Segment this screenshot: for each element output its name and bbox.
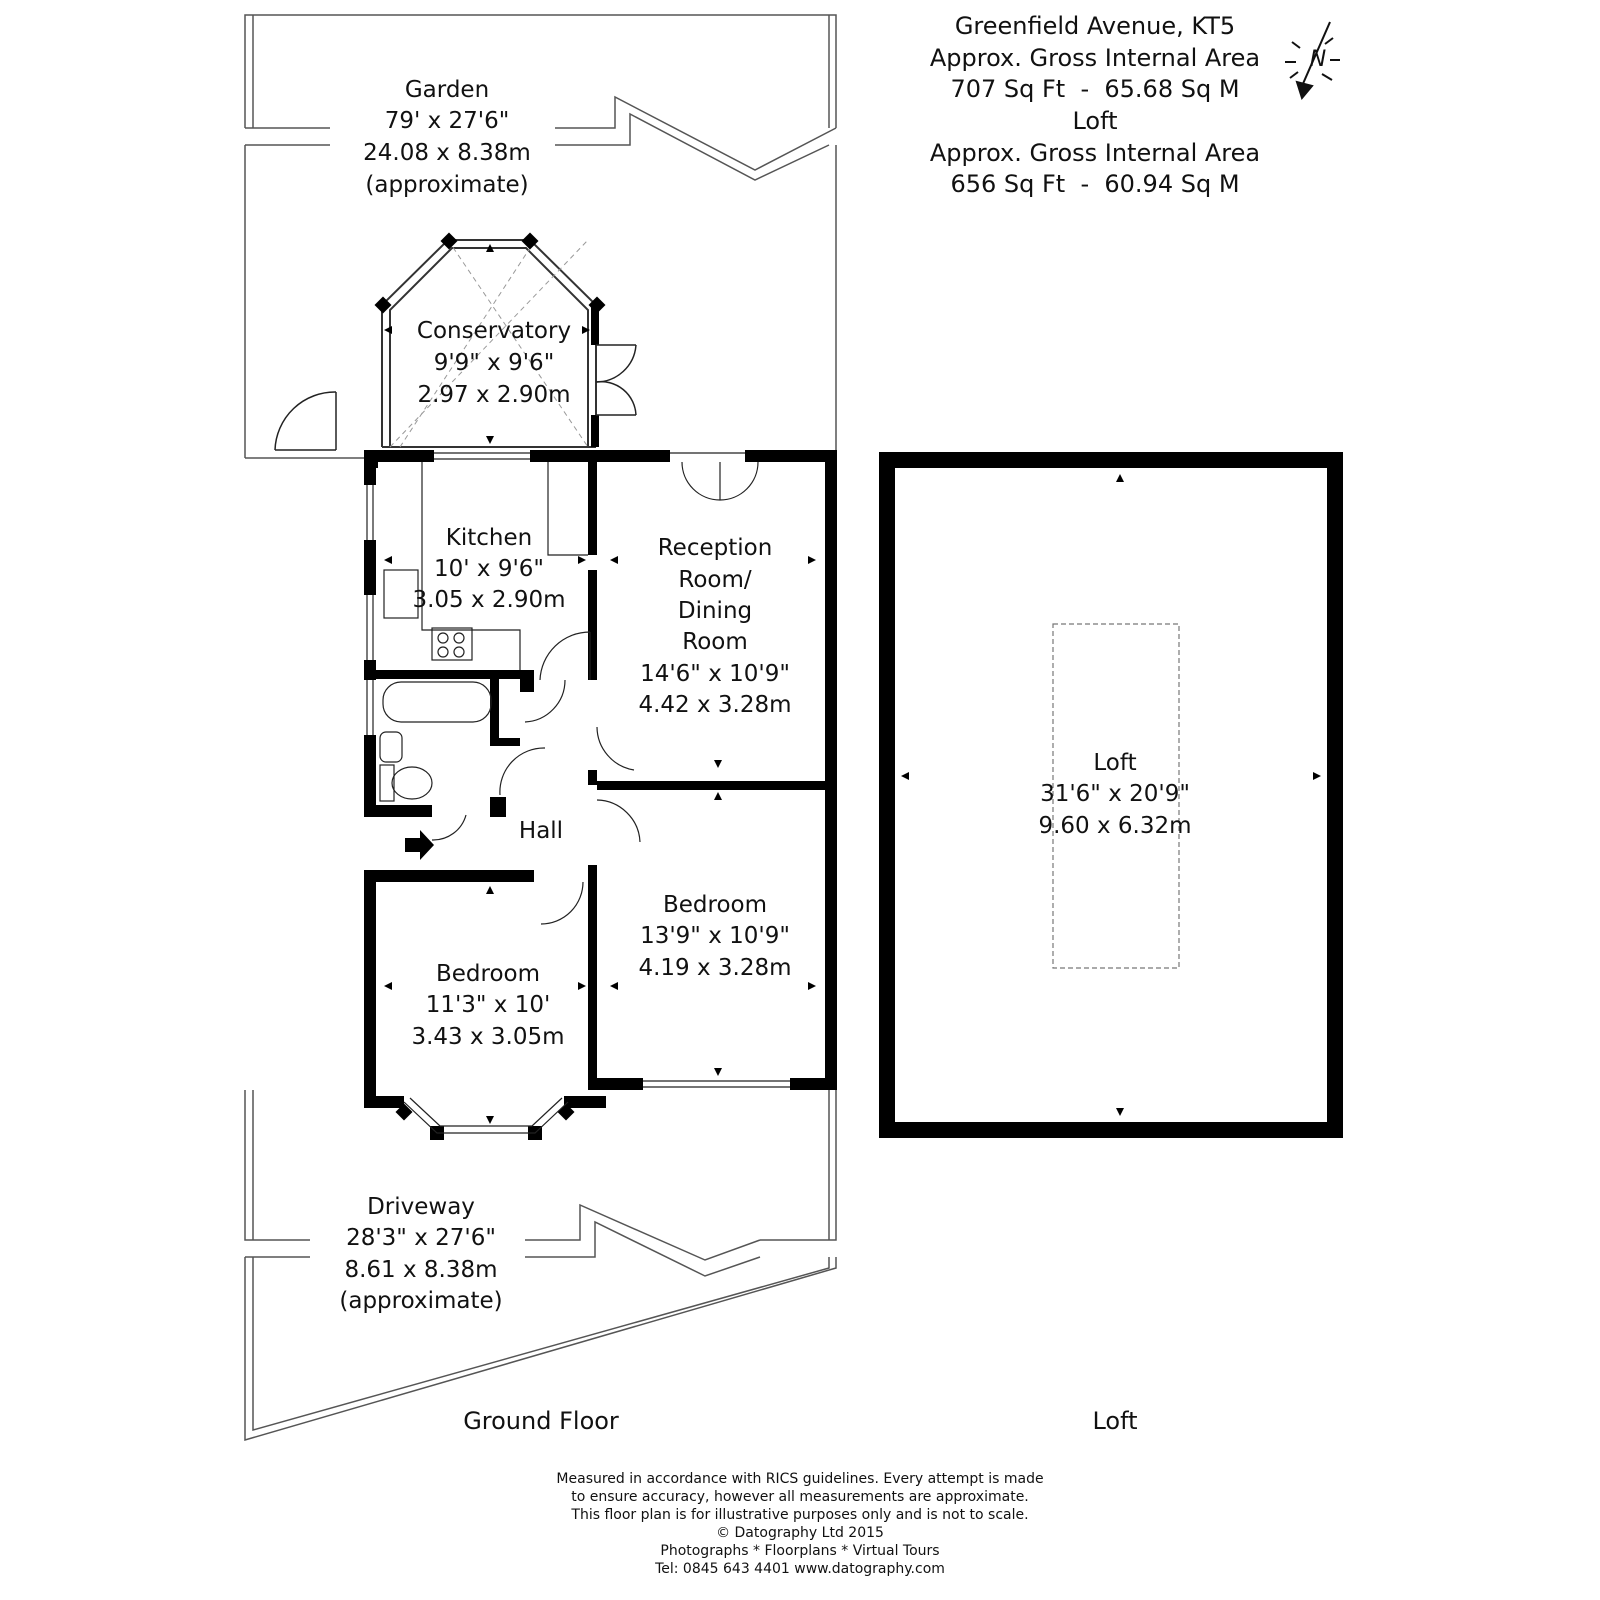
reception-name-2: Room/ xyxy=(678,567,752,593)
disclaimer xyxy=(500,1470,1100,1578)
loft-metric: 9.60 x 6.32m xyxy=(1038,813,1192,839)
header-line-3: 707 Sq Ft - 65.68 Sq M xyxy=(950,75,1240,103)
garden-imperial: 79' x 27'6" xyxy=(384,108,510,134)
disclaimer-line-4: © Datography Ltd 2015 xyxy=(716,1525,884,1541)
garden-note: (approximate) xyxy=(365,172,529,198)
reception-imperial: 14'6" x 10'9" xyxy=(640,661,790,687)
conservatory-doors xyxy=(596,345,636,415)
header-block xyxy=(930,12,1260,198)
kitchen-name: Kitchen xyxy=(445,525,533,551)
driveway-imperial: 28'3" x 27'6" xyxy=(346,1225,496,1251)
bedroom-left-metric: 3.43 x 3.05m xyxy=(411,1024,565,1050)
room-driveway xyxy=(339,1194,502,1314)
driveway-note: (approximate) xyxy=(339,1288,503,1314)
disclaimer-line-5: Photographs * Floorplans * Virtual Tours xyxy=(660,1543,940,1559)
kitchen-metric: 3.05 x 2.90m xyxy=(412,587,566,613)
header-line-2: Approx. Gross Internal Area xyxy=(929,44,1261,72)
conservatory-name: Conservatory xyxy=(416,318,572,344)
garden-metric: 24.08 x 8.38m xyxy=(363,140,531,166)
compass-letter: N xyxy=(1309,47,1327,72)
driveway-metric: 8.61 x 8.38m xyxy=(344,1257,498,1283)
reception-name-3: Dining xyxy=(677,598,753,624)
driveway-name: Driveway xyxy=(367,1194,475,1220)
disclaimer-line-1: Measured in accordance with RICS guidelines. Every attempt is made xyxy=(556,1471,1044,1487)
ground-floor-caption: Ground Floor xyxy=(463,1407,619,1435)
plot-boundary xyxy=(245,15,836,1440)
reception-name-4: Room xyxy=(682,629,748,655)
reception-metric: 4.42 x 3.28m xyxy=(638,692,792,718)
bedroom-left-name: Bedroom xyxy=(435,961,541,987)
room-kitchen xyxy=(412,525,565,613)
header-line-4: Loft xyxy=(1072,107,1118,135)
conservatory-imperial: 9'9" x 9'6" xyxy=(433,350,555,376)
disclaimer-line-3: This floor plan is for illustrative purposes only and is not to scale. xyxy=(571,1507,1029,1523)
entrance-arrow-icon xyxy=(405,830,434,860)
disclaimer-line-2: to ensure accuracy, however all measurements are approximate. xyxy=(571,1489,1029,1505)
header-line-6: 656 Sq Ft - 60.94 Sq M xyxy=(950,170,1240,198)
room-garden xyxy=(363,77,531,198)
reception-name-1: Reception xyxy=(657,535,773,561)
garden-name: Garden xyxy=(404,77,490,103)
hall-name: Hall xyxy=(518,818,564,844)
kitchen-imperial: 10' x 9'6" xyxy=(434,556,544,582)
room-bedroom-left xyxy=(411,961,564,1050)
loft-caption: Loft xyxy=(1092,1407,1138,1435)
header-line-1: Greenfield Avenue, KT5 xyxy=(954,12,1236,40)
disclaimer-line-6: Tel: 0845 643 4401 www.datography.com xyxy=(655,1561,945,1577)
bedroom-right-name: Bedroom xyxy=(662,892,768,918)
loft-name: Loft xyxy=(1093,750,1137,776)
room-conservatory xyxy=(417,318,571,408)
bedroom-right-metric: 4.19 x 3.28m xyxy=(638,955,792,981)
bedroom-left-imperial: 11'3" x 10' xyxy=(425,992,551,1018)
header-line-5: Approx. Gross Internal Area xyxy=(929,139,1261,167)
bedroom-right-imperial: 13'9" x 10'9" xyxy=(640,923,790,949)
conservatory-metric: 2.97 x 2.90m xyxy=(417,382,571,408)
room-loft xyxy=(1038,750,1191,839)
room-bedroom-right xyxy=(638,892,791,981)
loft-imperial: 31'6" x 20'9" xyxy=(1040,781,1190,807)
garden-gate xyxy=(275,392,336,450)
room-reception xyxy=(638,535,791,718)
